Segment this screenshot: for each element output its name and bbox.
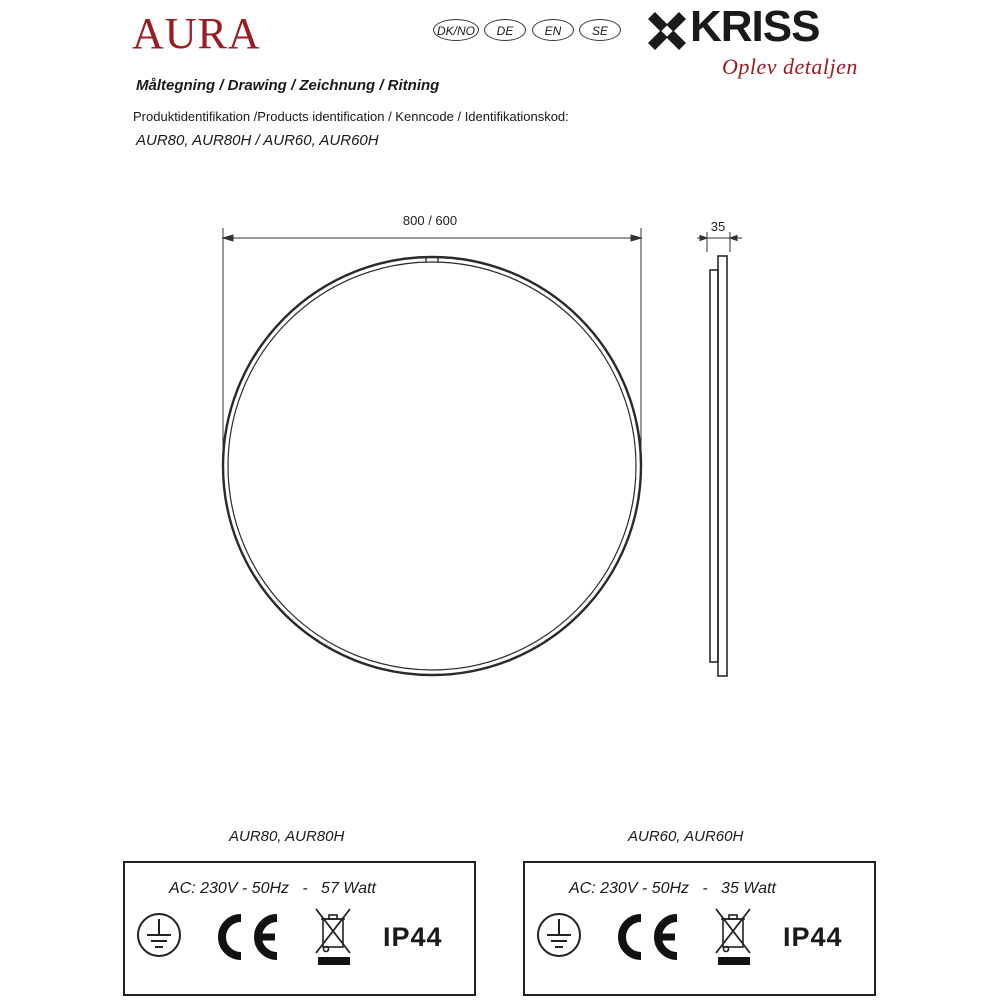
ground-icon <box>535 911 583 959</box>
power-spec-aur80: AC: 230V - 50Hz - 57 Watt <box>169 880 376 897</box>
diameter-label: 800 / 600 <box>402 213 458 228</box>
mirror-side-view <box>710 256 727 676</box>
spec-model-label-aur60: AUR60, AUR60H <box>628 828 744 845</box>
identification-label: Produktidentifikation /Products identification / Kenncode / Identifikationskod: <box>133 109 569 124</box>
brand-title: AURA <box>132 9 261 58</box>
language-badge-se: SE <box>579 19 621 41</box>
ip-rating-aur60: IP44 <box>783 922 843 952</box>
spec-box-aur80 <box>123 861 476 996</box>
product-codes: AUR80, AUR80H / AUR60, AUR60H <box>136 132 379 149</box>
power-spec-aur60: AC: 230V - 50Hz - 35 Watt <box>569 880 776 897</box>
brand-tagline: Oplev detaljen <box>722 54 858 79</box>
ce-mark-icon <box>611 912 683 962</box>
ground-icon <box>135 911 183 959</box>
weee-bin-icon <box>314 905 354 967</box>
brand-logo-text: KRISS <box>690 2 820 51</box>
weee-bin-icon <box>714 905 754 967</box>
mirror-front-view <box>223 256 641 675</box>
ip-rating-aur80: IP44 <box>383 922 443 952</box>
language-badge-dk-no: DK/NO <box>433 19 479 41</box>
drawing-heading: Måltegning / Drawing / Zeichnung / Ritning <box>136 77 440 94</box>
spec-model-label-aur80: AUR80, AUR80H <box>229 828 345 845</box>
depth-dimension <box>697 232 742 252</box>
ce-mark-icon <box>211 912 283 962</box>
diameter-dimension <box>223 228 641 470</box>
depth-label: 35 <box>710 219 726 234</box>
spec-box-aur60 <box>523 861 876 996</box>
language-badge-de: DE <box>484 19 526 41</box>
language-badge-en: EN <box>532 19 574 41</box>
